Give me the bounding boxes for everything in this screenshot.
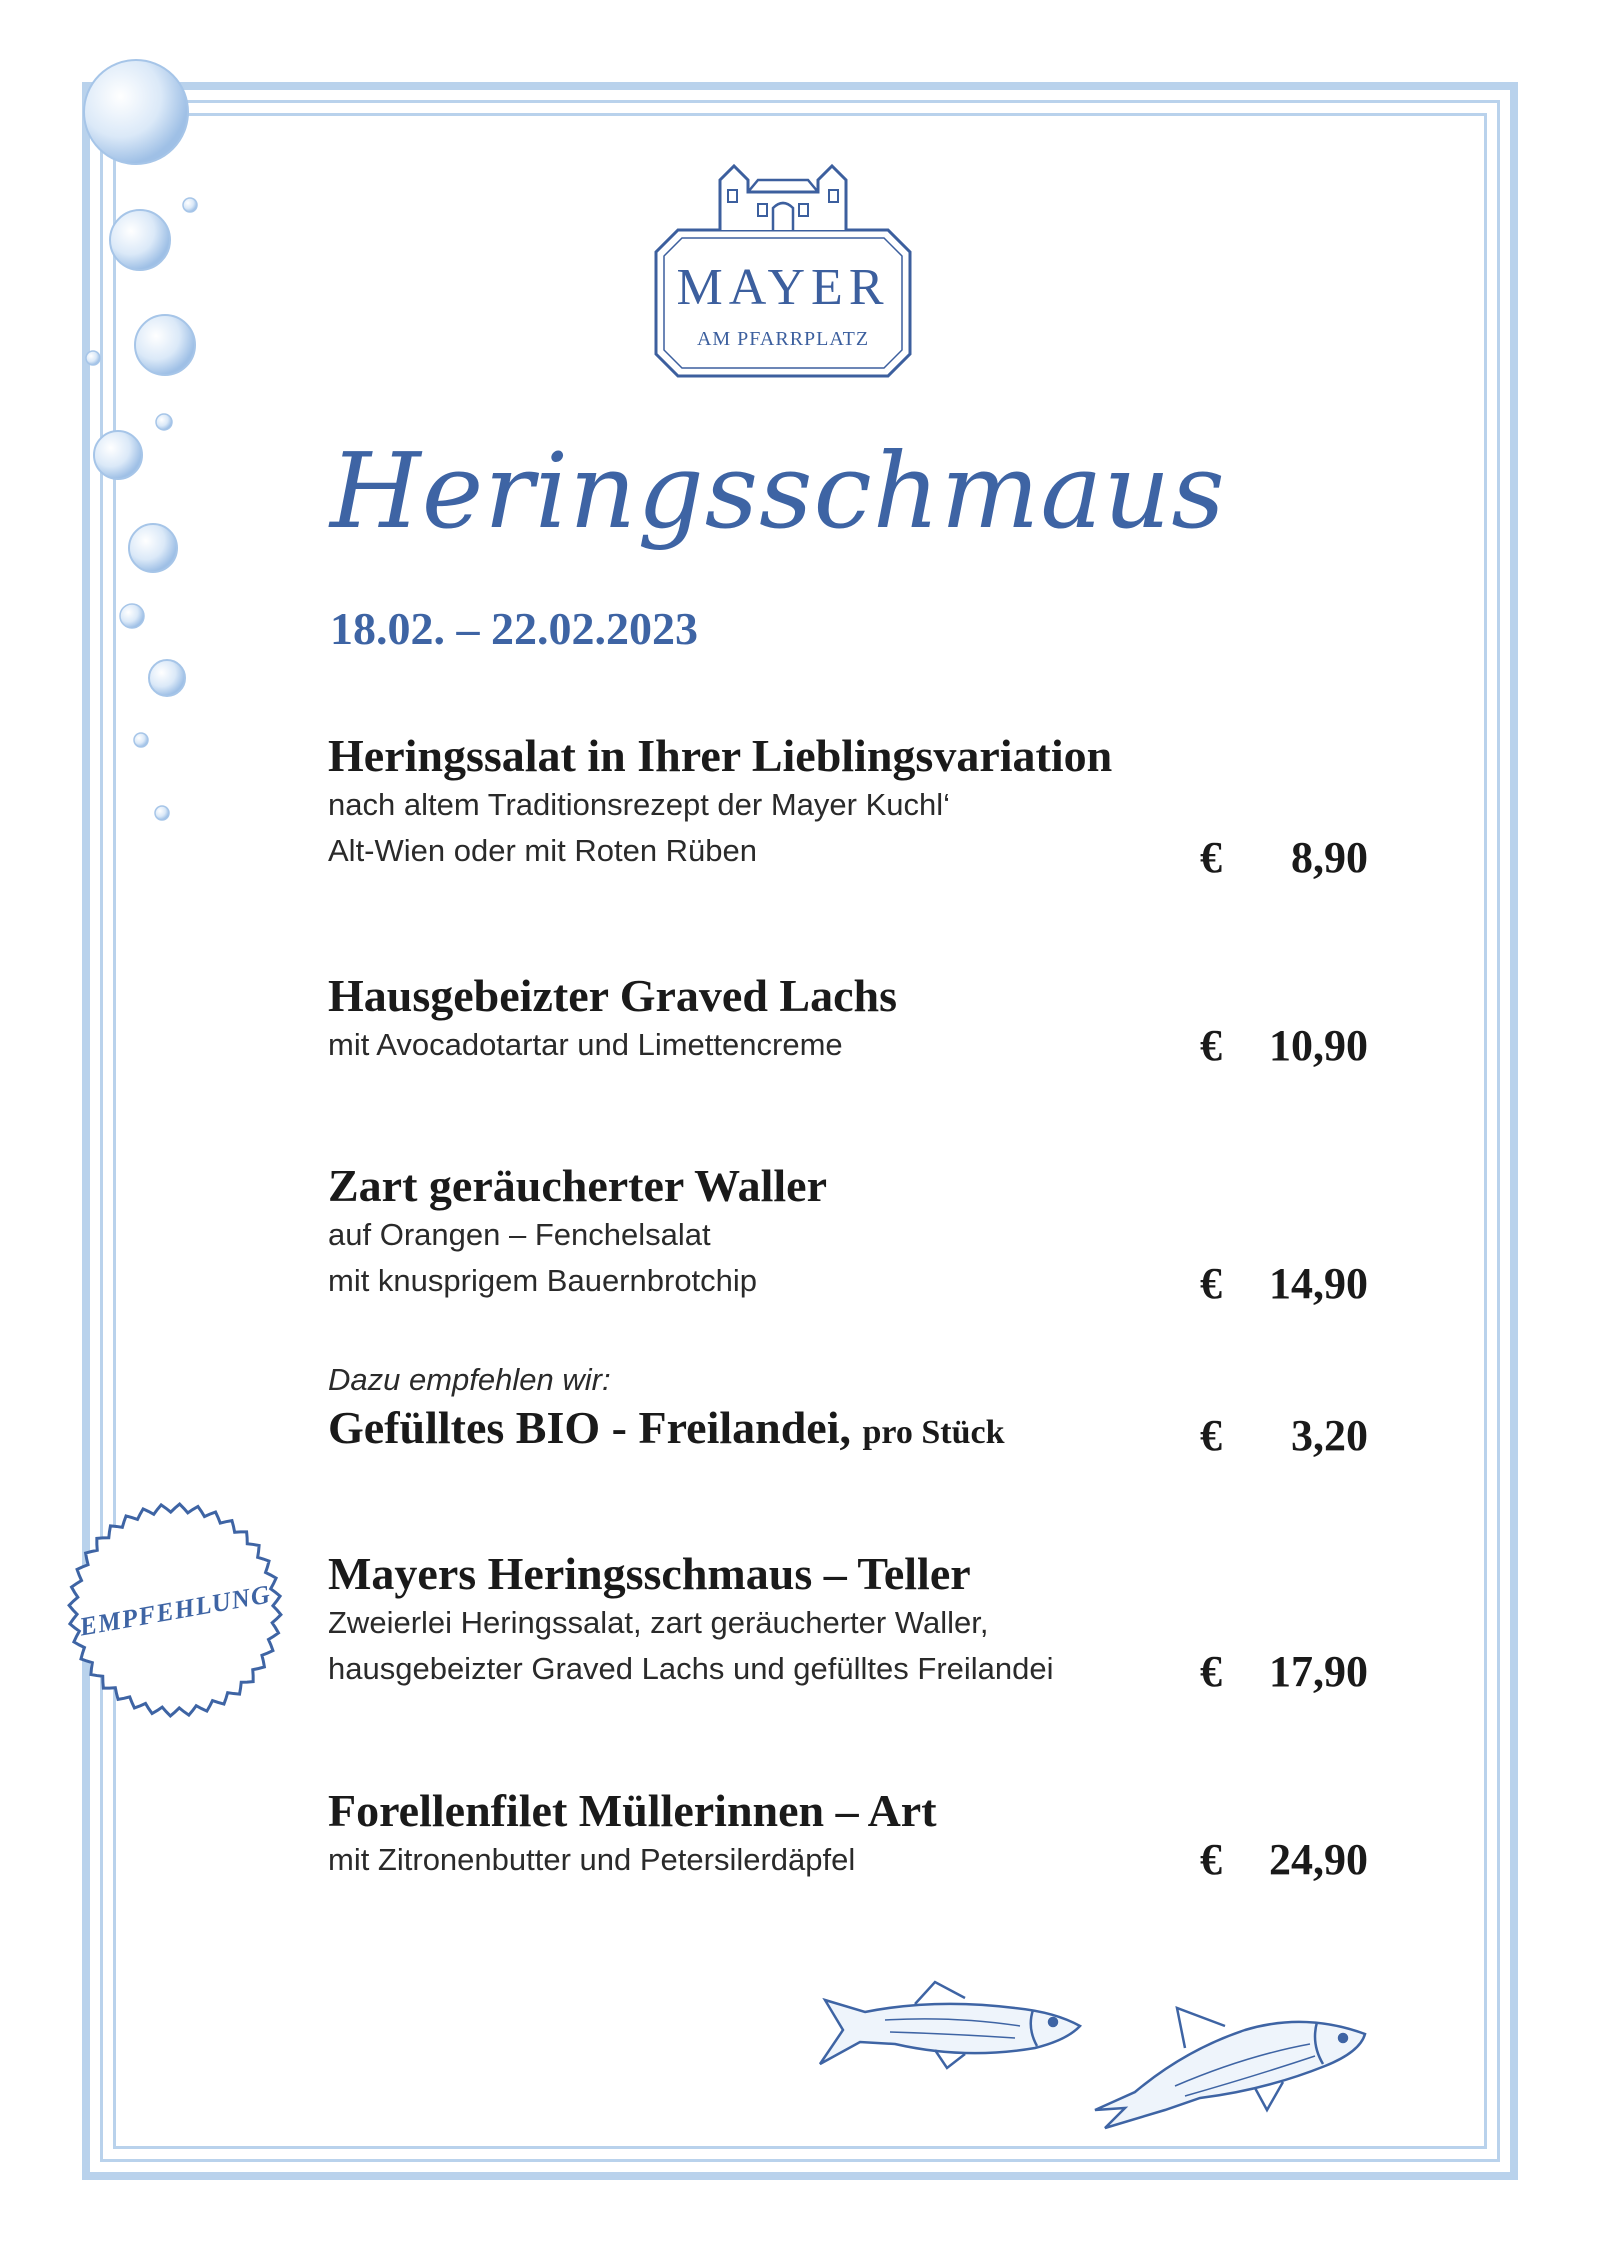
- price-value: 3,20: [1291, 1411, 1368, 1460]
- price-value: 24,90: [1269, 1835, 1368, 1884]
- bubbles-decoration: [0, 0, 260, 900]
- bubble-icon: [155, 806, 169, 820]
- fish-icon: [820, 1982, 1080, 2068]
- page-title: Heringsschmaus: [330, 430, 1226, 552]
- fish-illustration: [805, 1960, 1395, 2130]
- price-value: 14,90: [1269, 1259, 1368, 1308]
- item-name: Mayers Heringsschmaus – Teller: [328, 1548, 971, 1599]
- item-name-suffix: pro Stück: [862, 1414, 1005, 1451]
- brand-logo: [648, 158, 918, 390]
- item-description: Zweierlei Heringssalat, zart geräucherter Waller,: [328, 1605, 989, 1640]
- item-price: [1200, 832, 1368, 883]
- recommendation-note: Dazu empfehlen wir:: [328, 1362, 611, 1397]
- currency-symbol: €: [1200, 1021, 1222, 1070]
- item-name: Hausgebeizter Graved Lachs: [328, 970, 897, 1021]
- item-description: mit knusprigem Bauernbrotchip: [328, 1263, 758, 1298]
- bubble-icon: [86, 351, 100, 365]
- bubble-icon: [129, 524, 177, 572]
- event-dates: 18.02. – 22.02.2023: [330, 603, 698, 654]
- item-description: hausgebeizter Graved Lachs und gefülltes Freilandei: [328, 1651, 1054, 1686]
- fish-icon: [1095, 2008, 1365, 2128]
- price-value: 8,90: [1291, 833, 1368, 882]
- price-value: 10,90: [1269, 1021, 1368, 1070]
- bubble-icon: [120, 604, 144, 628]
- price-value: 17,90: [1269, 1647, 1368, 1696]
- item-name: Zart geräucherter Waller: [328, 1160, 828, 1211]
- item-description: Alt-Wien oder mit Roten Rüben: [328, 833, 758, 868]
- bubble-icon: [149, 660, 185, 696]
- currency-symbol: €: [1200, 1835, 1222, 1884]
- item-price: [1200, 1410, 1368, 1461]
- item-description: mit Avocadotartar und Limettencreme: [328, 1027, 843, 1062]
- item-name: Gefülltes BIO - Freilandei, pro Stück: [328, 1402, 1005, 1453]
- item-name: Heringssalat in Ihrer Lieblingsvariation: [328, 730, 1113, 781]
- stamp-label: EMPFEHLUNG: [77, 1579, 273, 1642]
- item-price: [1200, 1834, 1368, 1885]
- item-price: [1200, 1258, 1368, 1309]
- item-description: auf Orangen – Fenchelsalat: [328, 1217, 711, 1252]
- currency-symbol: €: [1200, 1259, 1222, 1308]
- currency-symbol: €: [1200, 1411, 1222, 1460]
- item-name: Forellenfilet Müllerinnen – Art: [328, 1785, 937, 1836]
- recommendation-stamp: [60, 1495, 290, 1725]
- bubble-icon: [135, 315, 195, 375]
- bubble-icon: [156, 414, 172, 430]
- bubble-icon: [183, 198, 197, 212]
- item-price: [1200, 1020, 1368, 1071]
- brand-subtitle: AM PFARRPLATZ: [696, 328, 870, 350]
- currency-symbol: €: [1200, 1647, 1222, 1696]
- item-description: nach altem Traditionsrezept der Mayer Kuchl‘: [328, 787, 951, 822]
- bubble-icon: [94, 431, 142, 479]
- bubble-icon: [134, 733, 148, 747]
- bubble-icon: [84, 60, 188, 164]
- item-price: [1200, 1646, 1368, 1697]
- currency-symbol: €: [1200, 833, 1222, 882]
- bubble-icon: [110, 210, 170, 270]
- brand-name: MAYER: [676, 259, 890, 316]
- item-description: mit Zitronenbutter und Petersilerdäpfel: [328, 1842, 856, 1877]
